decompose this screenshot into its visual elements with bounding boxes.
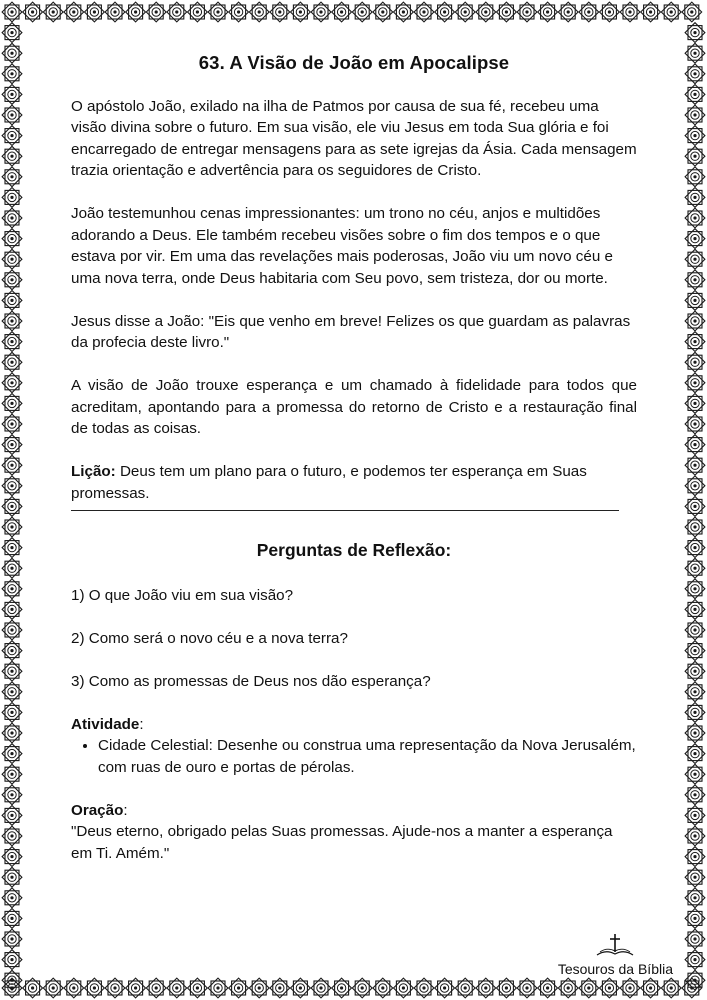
lesson-text: Deus tem um plano para o futuro, e podemos ter esperança em Suas promessas. [71,463,587,502]
ornamental-star-icon [208,2,228,22]
ornamental-star-icon [641,978,661,998]
ornamental-star-icon [23,978,43,998]
ornamental-star-icon [685,929,705,949]
ornamental-star-icon [2,682,22,702]
ornamental-star-icon [685,909,705,929]
ornamental-star-icon [685,126,705,146]
ornamental-star-icon [558,978,578,998]
ornamental-star-icon [685,764,705,784]
ornamental-star-icon [2,126,22,146]
ornamental-star-icon [685,105,705,125]
ornamental-star-icon [2,744,22,764]
story-paragraph: A visão de João trouxe esperança e um chamado à fidelidade para todos que acreditam, apontando para a promessa do retorno de Cristo e a restauração final de todas as coisas. [71,377,637,437]
ornamental-star-icon [394,978,414,998]
ornamental-star-icon [167,978,187,998]
ornamental-star-icon [291,2,311,22]
ornamental-star-icon [661,2,681,22]
ornamental-star-icon [538,2,558,22]
ornamental-star-icon [600,2,620,22]
ornamental-star-icon [685,703,705,723]
ornamental-star-icon [126,2,146,22]
ornamental-star-icon [2,64,22,84]
reflection-heading: Perguntas de Reflexão: [256,540,452,560]
ornamental-star-icon [2,909,22,929]
ornamental-star-icon [2,723,22,743]
activity-heading [71,714,637,736]
ornamental-star-icon [685,538,705,558]
ornamental-star-icon [2,579,22,599]
reflection-question: 3) Como as promessas de Deus nos dão esperança? [71,672,431,690]
ornamental-star-icon [64,978,84,998]
ornamental-star-icon [685,600,705,620]
ornamental-star-icon [685,208,705,228]
ornamental-star-icon [455,2,475,22]
ornamental-star-icon [685,558,705,578]
prayer-label: Oração [71,801,124,819]
story-paragraph: João testemunhou cenas impressionantes: um trono no céu, anjos e multidões adorando a Deus. Ele também recebeu visões sobre o fim dos tempos e o que estava por vir. Em uma das revelações mais poderosas, João viu um novo céu e uma nova terra, onde Deus habitaria com Seu povo, sem tristeza, dor ou morte. [71,205,613,287]
ornamental-star-icon [685,785,705,805]
ornamental-star-icon [2,167,22,187]
ornamental-star-icon [394,2,414,22]
ornamental-star-icon [43,978,63,998]
footer-brand-name: Tesouros da Bíblia [557,961,673,977]
activity-item: • Cidade Celestial: Desenhe ou construa uma representação da Nova Jerusalém, com ruas de ouro e portas de pérolas. [98,735,637,778]
section-divider [71,510,619,511]
ornamental-star-icon [497,2,517,22]
ornamental-star-icon [208,978,228,998]
ornamental-star-icon [249,978,269,998]
ornamental-star-icon [435,2,455,22]
ornamental-star-icon [685,476,705,496]
ornamental-star-icon [167,2,187,22]
ornamental-star-icon [685,64,705,84]
activity-colon: : [139,715,144,733]
ornamental-star-icon [2,270,22,290]
ornamental-star-icon [517,978,537,998]
ornamental-star-icon [558,2,578,22]
ornamental-star-icon [476,978,496,998]
ornamental-star-icon [685,867,705,887]
ornamental-star-icon [685,950,705,970]
ornamental-star-icon [685,661,705,681]
lesson-label: Lição: [71,463,116,480]
ornamental-star-icon [2,311,22,331]
ornamental-star-icon [685,270,705,290]
ornamental-star-icon [2,394,22,414]
ornamental-star-icon [2,620,22,640]
ornamental-star-icon [685,497,705,517]
ornamental-star-icon [685,414,705,434]
ornamental-star-icon [685,806,705,826]
ornamental-star-icon [685,23,705,43]
ornamental-star-icon [2,23,22,43]
cross-book-icon [595,933,635,959]
reflection-question: 2) Como será o novo céu e a nova terra? [71,629,348,647]
ornamental-star-icon [352,2,372,22]
ornamental-star-icon [188,978,208,998]
ornamental-star-icon [85,2,105,22]
ornamental-star-icon [685,394,705,414]
ornamental-star-icon [685,352,705,372]
reflection-question: 1) O que João viu em sua visão? [71,586,294,604]
ornamental-star-icon [685,641,705,661]
ornamental-star-icon [497,978,517,998]
ornamental-star-icon [2,455,22,475]
ornamental-star-icon [229,978,249,998]
ornamental-star-icon [373,978,393,998]
ornamental-star-icon [23,2,43,22]
ornamental-star-icon [2,847,22,867]
ornamental-star-icon [685,517,705,537]
ornamental-star-icon [685,888,705,908]
ornamental-star-icon [43,2,63,22]
ornamental-star-icon [414,978,434,998]
ornamental-star-icon [685,579,705,599]
worksheet-content [71,50,637,886]
ornamental-star-icon [2,497,22,517]
ornamental-star-icon [435,978,455,998]
ornamental-star-icon [685,311,705,331]
ornamental-star-icon [685,373,705,393]
ornamental-star-icon [620,978,640,998]
ornamental-star-icon [2,950,22,970]
ornamental-star-icon [105,2,125,22]
ornamental-star-icon [685,620,705,640]
ornamental-star-icon [2,661,22,681]
ornamental-star-icon [2,641,22,661]
ornamental-star-icon [2,517,22,537]
ornamental-star-icon [661,978,681,998]
ornamental-star-icon [685,435,705,455]
ornamental-star-icon [2,806,22,826]
ornamental-star-icon [2,105,22,125]
ornamental-star-icon [2,826,22,846]
ornamental-star-icon [270,978,290,998]
ornamental-star-icon [476,2,496,22]
ornamental-star-icon [146,2,166,22]
ornamental-star-icon [579,2,599,22]
ornamental-star-icon [2,352,22,372]
ornamental-star-icon [126,978,146,998]
ornamental-star-icon [455,978,475,998]
ornamental-star-icon [682,2,702,22]
ornamental-star-icon [352,978,372,998]
ornamental-star-icon [685,723,705,743]
ornamental-star-icon [146,978,166,998]
ornamental-star-icon [2,249,22,269]
activity-label: Atividade [71,715,140,733]
ornamental-star-icon [2,703,22,723]
ornamental-star-icon [2,538,22,558]
ornamental-star-icon [2,229,22,249]
prayer-heading [71,800,637,822]
ornamental-star-icon [685,249,705,269]
ornamental-star-icon [2,85,22,105]
ornamental-star-icon [2,188,22,208]
ornamental-star-icon [188,2,208,22]
ornamental-star-icon [685,847,705,867]
ornamental-star-icon [685,682,705,702]
ornamental-star-icon [2,970,22,990]
ornamental-star-icon [2,146,22,166]
ornamental-star-icon [229,2,249,22]
ornamental-star-icon [517,2,537,22]
ornamental-star-icon [64,2,84,22]
ornamental-star-icon [641,2,661,22]
ornamental-star-icon [2,888,22,908]
ornamental-star-icon [311,2,331,22]
ornamental-star-icon [685,970,705,990]
ornamental-star-icon [2,558,22,578]
ornamental-star-icon [685,291,705,311]
ornamental-star-icon [2,435,22,455]
ornamental-star-icon [2,764,22,784]
ornamental-star-icon [685,744,705,764]
ornamental-star-icon [2,332,22,352]
ornamental-star-icon [332,978,352,998]
ornamental-star-icon [2,373,22,393]
ornamental-star-icon [311,978,331,998]
ornamental-star-icon [2,414,22,434]
ornamental-star-icon [291,978,311,998]
ornamental-star-icon [2,600,22,620]
ornamental-star-icon [685,455,705,475]
ornamental-star-icon [2,785,22,805]
story-paragraph: O apóstolo João, exilado na ilha de Patmos por causa de sua fé, recebeu uma visão divina sobre o futuro. Em sua visão, ele viu Jesus em toda Sua glória e foi encarregado de entregar mensagens para as sete igrejas da Ásia. Cada mensagem trazia orientação e advertência para os seguidores de Cristo. [71,97,637,179]
lesson [71,461,637,504]
ornamental-star-icon [685,229,705,249]
ornamental-star-icon [2,867,22,887]
ornamental-star-icon [685,826,705,846]
ornamental-star-icon [2,291,22,311]
ornamental-star-icon [105,978,125,998]
ornamental-star-icon [538,978,558,998]
ornamental-star-icon [685,167,705,187]
ornamental-star-icon [249,2,269,22]
ornamental-star-icon [685,85,705,105]
footer-brand [558,933,673,977]
ornamental-star-icon [2,2,22,22]
story-paragraph: Jesus disse a João: "Eis que venho em breve! Felizes os que guardam as palavras da profecia deste livro." [71,312,631,351]
ornamental-star-icon [685,188,705,208]
ornamental-star-icon [2,208,22,228]
ornamental-star-icon [2,476,22,496]
prayer-text: "Deus eterno, obrigado pelas Suas promessas. Ajude-nos a manter a esperança em Ti. Amém." [71,823,613,862]
ornamental-star-icon [600,978,620,998]
prayer-colon: : [123,801,128,819]
ornamental-star-icon [685,43,705,63]
ornamental-star-icon [2,929,22,949]
ornamental-star-icon [685,332,705,352]
ornamental-star-icon [579,978,599,998]
ornamental-star-icon [685,146,705,166]
ornamental-star-icon [373,2,393,22]
ornamental-star-icon [332,2,352,22]
ornamental-star-icon [620,2,640,22]
ornamental-star-icon [270,2,290,22]
ornamental-star-icon [414,2,434,22]
activity-list [71,735,637,778]
ornamental-star-icon [85,978,105,998]
page-title: 63. A Visão de João em Apocalipse [198,52,510,73]
ornamental-star-icon [2,43,22,63]
